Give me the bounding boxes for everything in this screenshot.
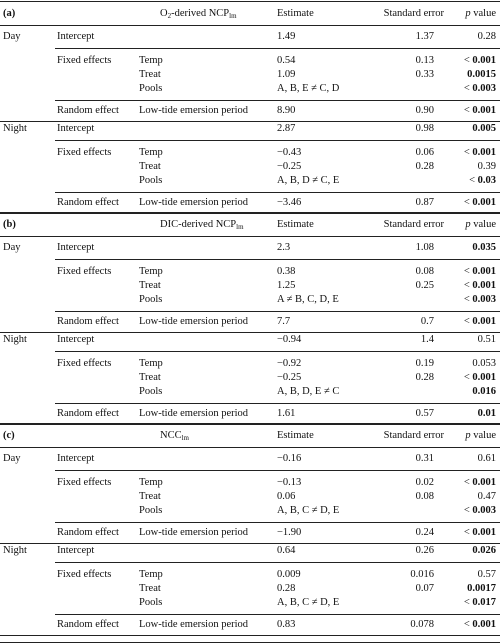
header-p-value [465,220,496,231]
random-effect-label: Random effect [57,197,119,208]
p-value-number: 0.001 [472,619,496,630]
intercept-label: Intercept [57,453,95,464]
p-value-number: 0.016 [472,386,496,397]
random-effect-label: Random effect [57,105,119,116]
intercept-label: Intercept [57,31,95,42]
estimate-value: 2.3 [277,242,291,253]
less-than-sign: < [463,147,473,158]
less-than-sign: < [463,280,473,291]
random-effect-name: Low-tide emersion period [139,408,249,419]
fixed-effects-label: Fixed effects [57,266,112,277]
rule [55,614,500,615]
rule [55,48,500,49]
p-value-number: 0.003 [472,294,496,305]
rule [55,470,500,471]
header-p-italic: p [465,430,471,441]
estimate-value: −1.90 [277,527,302,538]
fixed-effect-name: Temp [139,55,163,66]
estimate-value: A, B, C ≠ D, E [277,597,340,608]
period-label: Day [3,31,21,42]
period-label: Day [3,453,21,464]
intercept-label: Intercept [57,123,95,134]
p-value [464,528,496,539]
estimate-value: 0.28 [277,583,296,594]
panel-title [160,220,244,231]
fixed-effect-name: Treat [139,491,161,502]
p-value-number: 0.005 [472,123,496,134]
random-effect-label: Random effect [57,619,119,630]
panel-label: (c) [3,430,15,441]
p-value [478,335,496,346]
p-value-number: 0.001 [472,266,496,277]
p-value [464,620,496,631]
fixed-effect-name: Temp [139,358,163,369]
p-value-number: 0.001 [472,527,496,538]
standard-error-value: 0.7 [420,316,434,327]
rule [55,100,500,101]
rule [55,403,500,404]
rule [55,522,500,523]
less-than-sign: < [463,505,473,516]
p-value-number: 0.0017 [467,583,496,594]
p-value-number: 0.03 [477,175,496,186]
rule [0,121,500,122]
p-value [478,454,496,465]
fixed-effects-label: Fixed effects [57,55,112,66]
estimate-value: 2.87 [277,123,296,134]
header-estimate: Estimate [277,430,314,441]
standard-error-value: 1.08 [415,242,434,253]
less-than-sign: < [463,55,473,66]
p-value-number: 0.001 [472,147,496,158]
estimate-value: 0.83 [277,619,296,630]
standard-error-value: 0.28 [415,161,434,172]
panel-title-subscript: lm [236,223,244,231]
p-value [464,598,496,609]
period-label: Night [3,123,27,134]
p-value-number: 0.035 [472,242,496,253]
period-label: Day [3,242,21,253]
p-value-number: 0.61 [477,453,496,464]
random-effect-name: Low-tide emersion period [139,105,249,116]
p-value [464,56,496,67]
header-p-rest: value [470,430,496,441]
estimate-value: 1.09 [277,69,296,80]
rule [0,236,500,237]
p-value-number: 0.053 [472,358,496,369]
rule [0,25,500,26]
fixed-effect-name: Treat [139,280,161,291]
panel-title-subscript: lm [229,12,237,20]
p-value-number: 0.026 [472,545,496,556]
panel-title [160,9,237,20]
fixed-effect-name: Pools [139,175,163,186]
rule [55,192,500,193]
panel-title-subscript: 2 [167,12,172,20]
fixed-effect-name: Temp [139,477,163,488]
header-p-italic: p [465,8,471,19]
p-value [478,409,496,420]
p-value-number: 0.0015 [467,69,496,80]
fixed-effect-name: Pools [139,386,163,397]
standard-error-value: 0.06 [415,147,434,158]
p-value [464,267,496,278]
standard-error-value: 0.25 [415,280,434,291]
p-value [464,148,496,159]
less-than-sign: < [463,294,473,305]
standard-error-value: 0.28 [415,372,434,383]
estimate-value: −0.13 [277,477,302,488]
p-value [464,317,496,328]
fixed-effects-label: Fixed effects [57,147,112,158]
standard-error-value: 0.90 [415,105,434,116]
random-effect-label: Random effect [57,527,119,538]
estimate-value: −0.16 [277,453,302,464]
p-value-number: 0.39 [477,161,496,172]
p-value-number: 0.003 [472,505,496,516]
standard-error-value: 0.13 [415,55,434,66]
random-effect-label: Random effect [57,316,119,327]
rule [0,424,500,425]
estimate-value: 0.54 [277,55,296,66]
less-than-sign: < [463,597,473,608]
period-label: Night [3,545,27,556]
p-value [472,124,496,135]
fixed-effects-label: Fixed effects [57,477,112,488]
random-effect-name: Low-tide emersion period [139,197,249,208]
p-value-number: 0.001 [472,280,496,291]
p-value [478,32,496,43]
p-value [464,198,496,209]
random-effect-label: Random effect [57,408,119,419]
rule [55,351,500,352]
p-value [478,570,496,581]
rule [0,543,500,544]
p-value [464,373,496,384]
header-standard-error: Standard error [383,430,444,441]
fixed-effect-name: Temp [139,569,163,580]
p-value [464,506,496,517]
less-than-sign: < [463,477,473,488]
less-than-sign: < [463,105,473,116]
rule [55,259,500,260]
panel-title-rest: -derived NCP [171,8,230,19]
p-value-number: 0.57 [477,569,496,580]
p-value [472,546,496,557]
random-effect-name: Low-tide emersion period [139,619,249,630]
rule [55,140,500,141]
fixed-effect-name: Pools [139,83,163,94]
rule [55,311,500,312]
less-than-sign: < [463,83,473,94]
standard-error-value: 0.078 [410,619,434,630]
estimate-value: 1.61 [277,408,296,419]
fixed-effects-label: Fixed effects [57,569,112,580]
p-value [472,387,496,398]
panel-title-subscript: lm [181,434,189,442]
p-value-number: 0.001 [472,197,496,208]
rule [0,332,500,333]
header-p-value [465,431,496,442]
p-value [467,70,496,81]
p-value [464,106,496,117]
p-value-number: 0.001 [472,105,496,116]
rule [0,635,500,636]
p-value-number: 0.003 [472,83,496,94]
intercept-label: Intercept [57,334,95,345]
header-p-rest: value [470,219,496,230]
less-than-sign: < [463,527,473,538]
header-p-italic: p [465,219,471,230]
intercept-label: Intercept [57,242,95,253]
random-effect-name: Low-tide emersion period [139,316,249,327]
standard-error-value: 0.57 [415,408,434,419]
panel-title-main: DIC-derived NCP [160,219,237,230]
p-value [472,359,496,370]
estimate-value: −0.25 [277,161,302,172]
p-value [478,492,496,503]
standard-error-value: 0.98 [415,123,434,134]
standard-error-value: 0.02 [415,477,434,488]
fixed-effects-label: Fixed effects [57,358,112,369]
estimate-value: 7.7 [277,316,291,327]
header-estimate: Estimate [277,219,314,230]
rule [0,1,500,2]
p-value [478,162,496,173]
less-than-sign: < [463,266,473,277]
estimate-value: 0.38 [277,266,296,277]
standard-error-value: 1.4 [420,334,434,345]
header-estimate: Estimate [277,8,314,19]
period-label: Night [3,334,27,345]
estimate-value: A, B, D, E ≠ C [277,386,340,397]
standard-error-value: 0.24 [415,527,434,538]
panel-label: (a) [3,8,16,19]
fixed-effect-name: Treat [139,583,161,594]
estimate-value: 0.64 [277,545,296,556]
estimate-value: −0.94 [277,334,302,345]
p-value-number: 0.01 [477,408,496,419]
p-value [472,243,496,254]
p-value-number: 0.001 [472,55,496,66]
header-standard-error: Standard error [383,8,444,19]
p-value [464,281,496,292]
estimate-value: −0.43 [277,147,302,158]
standard-error-value: 0.31 [415,453,434,464]
panel-title-main: NCC [160,430,182,441]
panel-title [160,431,189,442]
p-value-number: 0.001 [472,372,496,383]
p-value-number: 0.47 [477,491,496,502]
less-than-sign: < [463,372,473,383]
standard-error-value: 0.016 [410,569,434,580]
estimate-value: 1.49 [277,31,296,42]
intercept-label: Intercept [57,545,95,556]
fixed-effect-name: Pools [139,597,163,608]
standard-error-value: 0.33 [415,69,434,80]
p-value-number: 0.001 [472,316,496,327]
standard-error-value: 0.08 [415,491,434,502]
p-value [464,295,496,306]
standard-error-value: 0.08 [415,266,434,277]
estimate-value: −3.46 [277,197,302,208]
estimate-value: 0.009 [277,569,301,580]
less-than-sign: < [463,316,473,327]
p-value [467,584,496,595]
fixed-effect-name: Treat [139,372,161,383]
header-p-value [465,9,496,20]
rule [0,447,500,448]
header-standard-error: Standard error [383,219,444,230]
standard-error-value: 1.37 [415,31,434,42]
standard-error-value: 0.19 [415,358,434,369]
less-than-sign: < [463,197,473,208]
fixed-effect-name: Pools [139,294,163,305]
rule [55,562,500,563]
rule [0,423,500,424]
standard-error-value: 0.07 [415,583,434,594]
fixed-effect-name: Pools [139,505,163,516]
p-value [464,84,496,95]
estimate-value: A, B, C ≠ D, E [277,505,340,516]
rule [0,213,500,214]
panel-title-main: O [160,8,168,19]
estimate-value: A, B, D ≠ C, E [277,175,340,186]
estimate-value: 0.06 [277,491,296,502]
estimate-value: A, B, E ≠ C, D [277,83,340,94]
estimate-value: 8.90 [277,105,296,116]
fixed-effect-name: Treat [139,69,161,80]
less-than-sign: < [469,175,478,186]
p-value-number: 0.001 [472,477,496,488]
standard-error-value: 0.26 [415,545,434,556]
less-than-sign: < [463,619,473,630]
standard-error-value: 0.87 [415,197,434,208]
panel-label: (b) [3,219,16,230]
header-p-rest: value [470,8,496,19]
fixed-effect-name: Temp [139,266,163,277]
fixed-effect-name: Temp [139,147,163,158]
p-value [469,176,496,187]
estimate-value: −0.25 [277,372,302,383]
estimate-value: A ≠ B, C, D, E [277,294,339,305]
p-value-number: 0.51 [477,334,496,345]
random-effect-name: Low-tide emersion period [139,527,249,538]
p-value [464,478,496,489]
rule [0,212,500,213]
p-value-number: 0.28 [477,31,496,42]
estimate-value: 1.25 [277,280,296,291]
fixed-effect-name: Treat [139,161,161,172]
estimate-value: −0.92 [277,358,302,369]
p-value-number: 0.017 [472,597,496,608]
